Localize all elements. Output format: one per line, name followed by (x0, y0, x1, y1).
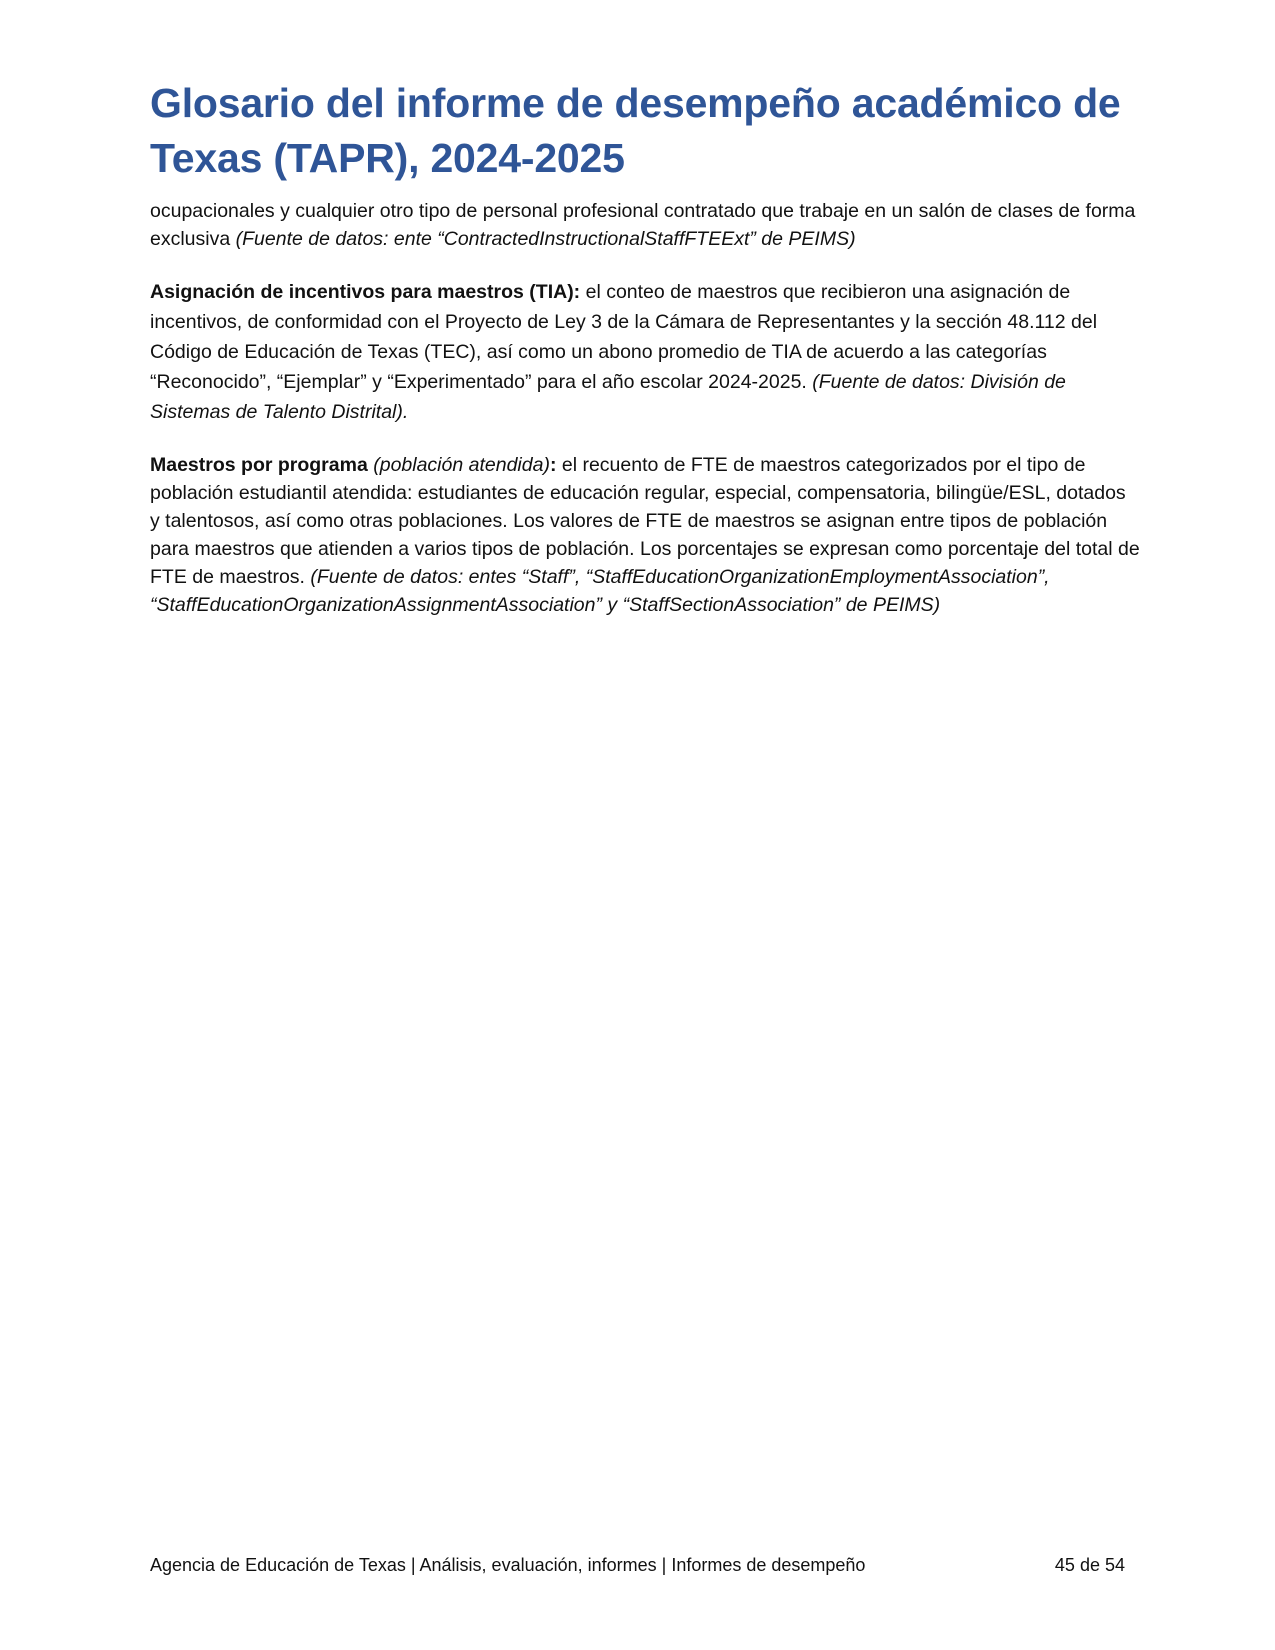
page-title: Glosario del informe de desempeño académico de Texas (TAPR), 2024-2025 (150, 80, 1121, 181)
entry-text: el recuento de FTE de maestros categorizados por el tipo de población estudiantil atendida: estudiantes de educación regular, especial, compensatoria, bilingüe/ESL, dotados y talentosos, así como otras poblaciones. Los valores de FTE de maestros se asignan entre tipos de población para maestros que atienden a varios tipos de población. Los porcentajes se expresan como porcentaje del total de FTE de maestros. (150, 454, 1140, 588)
entry-text: ocupacionales y cualquier otro tipo de personal profesional contratado que trabaje en un salón de clases de forma exclusiva (150, 200, 1136, 250)
entry-colon: : (549, 454, 557, 476)
glossary-content (150, 197, 1140, 643)
entry-text: el conteo de maestros que recibieron una asignación de incentivos, de conformidad con el Proyecto de Ley 3 de la Cámara de Representantes y la sección 48.112 del Código de Educación de Texas (TEC), así como un abono promedio de TIA de acuerdo a las categorías “Reconocido”, “Ejemplar” y “Experimentado” para el año escolar 2024-2025. (150, 281, 1098, 393)
glossary-entry-program (150, 451, 1140, 619)
entry-source: (Fuente de datos: División de Sistemas de Talento Distrital). (150, 371, 1066, 423)
entry-term: Maestros por programa (150, 454, 368, 476)
entry-source: (Fuente de datos: entes “Staff”, “StaffEducationOrganizationEmploymentAssociation”, “StaffEducationOrganizationAssignmentAssociation” y “StaffSectionAssociation” de PEIMS) (150, 566, 1050, 616)
entry-source: (Fuente de datos: ente “ContractedInstructionalStaffFTEExt” de PEIMS) (235, 228, 856, 250)
entry-qualifier: (población atendida) (367, 454, 550, 476)
entry-term: Asignación de incentivos para maestros (TIA): (150, 281, 581, 303)
glossary-entry-continuation (150, 197, 1140, 253)
footer-agency-text: Agencia de Educación de Texas | Análisis, evaluación, informes | Informes de desempeño (150, 1555, 866, 1575)
page-number: 45 de 54 (1054, 1555, 1125, 1575)
glossary-entry-tia (150, 277, 1140, 427)
